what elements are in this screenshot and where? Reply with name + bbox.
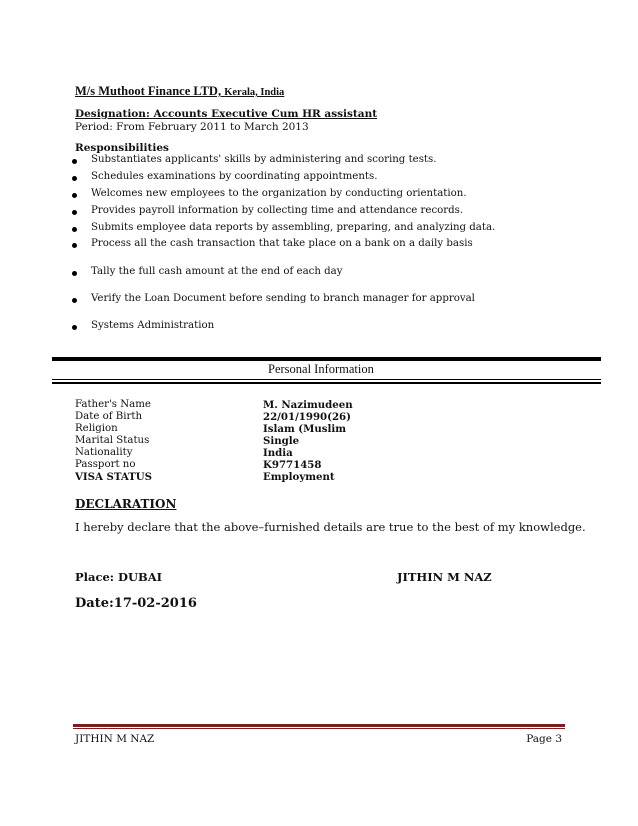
- period: Period: From February 2011 to March 2013: [75, 121, 309, 133]
- footer-name: JITHIN M NAZ: [75, 733, 155, 745]
- responsibilities-heading: Responsibilities: [75, 142, 169, 154]
- info-value: Employment: [263, 471, 335, 483]
- signature-name: JITHIN M NAZ: [397, 570, 492, 584]
- declaration-text: I hereby declare that the above–furnished details are true to the best of my knowledge.: [75, 520, 586, 534]
- company-name: M/s Muthoot Finance LTD,: [75, 84, 222, 98]
- section-rule-bottom-thin: [52, 379, 601, 380]
- footer-page-number: Page 3: [526, 733, 562, 745]
- designation: Designation: Accounts Executive Cum HR assistant: [75, 108, 378, 120]
- info-value: 22/01/1990(26): [263, 411, 351, 423]
- section-rule-bottom-thick: [52, 382, 601, 384]
- info-label: Father's Name: [75, 399, 151, 410]
- declaration-heading: DECLARATION: [75, 497, 177, 511]
- info-label: Date of Birth: [75, 411, 143, 422]
- info-value: K9771458: [263, 459, 322, 471]
- info-label: Marital Status: [75, 435, 150, 446]
- footer-rule-thick: [73, 724, 565, 727]
- info-value: Islam (Muslim: [263, 423, 347, 435]
- date: Date:17-02-2016: [75, 596, 197, 611]
- section-rule-top: [52, 357, 601, 361]
- info-label: Passport no: [75, 459, 136, 470]
- place: Place: DUBAI: [75, 570, 163, 584]
- footer-rule-thin: [73, 728, 565, 729]
- info-label: Religion: [75, 423, 118, 434]
- info-value: Single: [263, 435, 300, 447]
- company-location: Kerala, India: [224, 87, 285, 98]
- personal-info-heading: Personal Information: [268, 362, 374, 376]
- info-label: VISA STATUS: [75, 471, 153, 483]
- employer-line: [75, 84, 284, 99]
- info-value: India: [263, 447, 293, 459]
- info-label: Nationality: [75, 447, 133, 458]
- info-value: M. Nazimudeen: [263, 399, 353, 411]
